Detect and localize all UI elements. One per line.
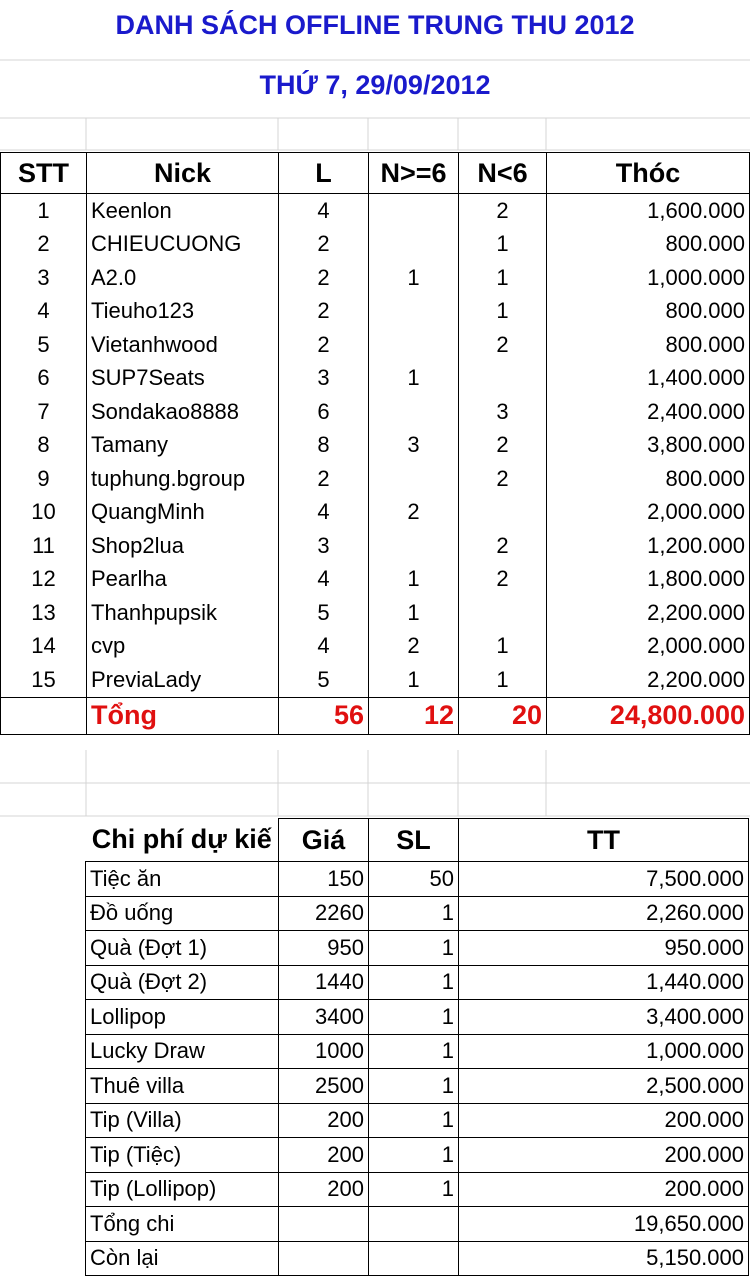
cell-tt: 950.000 [459, 931, 749, 966]
cell-stt: 2 [1, 228, 87, 262]
cell-stt: 11 [1, 529, 87, 563]
list-item [86, 1034, 749, 1069]
cell-tt: 1,440.000 [459, 965, 749, 1000]
cell-n-lt-6 [459, 596, 547, 630]
cell-tt: 2,500.000 [459, 1069, 749, 1104]
cell-tt: 3,400.000 [459, 1000, 749, 1035]
list-item [86, 1103, 749, 1138]
cell-tt: 7,500.000 [459, 862, 749, 897]
cell-stt: 1 [1, 194, 87, 228]
page-title: DANH SÁCH OFFLINE TRUNG THU 2012 [115, 10, 635, 40]
cell-nick: Tamany [87, 429, 279, 463]
col-header-chi-phi: Chi phí dự kiế [86, 819, 279, 862]
cell-gia: 150 [279, 862, 369, 897]
cell-l: 2 [279, 328, 369, 362]
table-row [1, 261, 750, 295]
cell-tt: 200.000 [459, 1172, 749, 1207]
list-item [86, 965, 749, 1000]
table-row [1, 663, 750, 697]
cell-nick: tuphung.bgroup [87, 462, 279, 496]
cell-sl [369, 1241, 459, 1276]
col-header-thoc: Thóc [547, 153, 750, 194]
cell-item: Thuê villa [86, 1069, 279, 1104]
cell-tt: 2,260.000 [459, 896, 749, 931]
cell-stt: 7 [1, 395, 87, 429]
cell-item: Quà (Đợt 2) [86, 965, 279, 1000]
table-row [1, 630, 750, 664]
cell-nick: Shop2lua [87, 529, 279, 563]
cell-nick: Pearlha [87, 563, 279, 597]
cell-n-ge-6: 2 [369, 630, 459, 664]
cell-n-ge-6 [369, 328, 459, 362]
table-row [1, 295, 750, 329]
col-header-sl: SL [369, 819, 459, 862]
list-item [86, 931, 749, 966]
cell-nick: Keenlon [87, 194, 279, 228]
cell-nick: Thanhpupsik [87, 596, 279, 630]
cell-item: Tip (Lollipop) [86, 1172, 279, 1207]
cell-n-ge-6: 1 [369, 596, 459, 630]
col-header-stt: STT [1, 153, 87, 194]
list-item [86, 896, 749, 931]
cell-item: Lucky Draw [86, 1034, 279, 1069]
cell-l: 3 [279, 529, 369, 563]
cell-l: 4 [279, 630, 369, 664]
cell-nick: cvp [87, 630, 279, 664]
cell-gia: 1440 [279, 965, 369, 1000]
cost-table [85, 818, 749, 1276]
cell-l: 6 [279, 395, 369, 429]
cell-l: 5 [279, 663, 369, 697]
cell-sl: 1 [369, 1000, 459, 1035]
cell-l: 2 [279, 261, 369, 295]
cell-n-lt-6: 1 [459, 295, 547, 329]
col-header-nick: Nick [87, 153, 279, 194]
cell-n-ge-6: 1 [369, 261, 459, 295]
table-row [1, 563, 750, 597]
cell-l: 2 [279, 295, 369, 329]
cell-l: 4 [279, 496, 369, 530]
cell-gia: 3400 [279, 1000, 369, 1035]
table-row [1, 529, 750, 563]
cell-n-ge-6 [369, 462, 459, 496]
cell-stt: 12 [1, 563, 87, 597]
cell-thoc: 1,400.000 [547, 362, 750, 396]
table-row [1, 596, 750, 630]
cell-thoc: 800.000 [547, 328, 750, 362]
cell-l: 3 [279, 362, 369, 396]
cell-l: 2 [279, 228, 369, 262]
cell-l: 5 [279, 596, 369, 630]
list-item [86, 1172, 749, 1207]
cell-n-lt-6: 2 [459, 563, 547, 597]
members-header-row [1, 153, 750, 194]
cell-n-ge-6 [369, 395, 459, 429]
cell-stt: 10 [1, 496, 87, 530]
cell-stt: 4 [1, 295, 87, 329]
cell-n-lt-6: 1 [459, 261, 547, 295]
col-header-n-lt-6: N<6 [459, 153, 547, 194]
cell-gia: 200 [279, 1103, 369, 1138]
cell-gia: 950 [279, 931, 369, 966]
col-header-gia: Giá [279, 819, 369, 862]
table-row [1, 462, 750, 496]
cell-thoc: 1,800.000 [547, 563, 750, 597]
cell-l: 8 [279, 429, 369, 463]
cell-n-ge-6 [369, 228, 459, 262]
members-table [0, 152, 750, 735]
cell-thoc: 1,000.000 [547, 261, 750, 295]
cell-thoc: 2,000.000 [547, 496, 750, 530]
cell-sl [369, 1207, 459, 1242]
table-row [1, 194, 750, 228]
table-row [1, 429, 750, 463]
cell-gia [279, 1241, 369, 1276]
cell-tt: 5,150.000 [459, 1241, 749, 1276]
cell-n-ge-6 [369, 529, 459, 563]
cell-thoc: 2,000.000 [547, 630, 750, 664]
cell-sl: 50 [369, 862, 459, 897]
list-item [86, 862, 749, 897]
cost-header-row [86, 819, 749, 862]
table-row [1, 362, 750, 396]
cell-tt: 19,650.000 [459, 1207, 749, 1242]
total-thoc: 24,800.000 [547, 697, 750, 734]
cell-tt: 200.000 [459, 1138, 749, 1173]
cell-stt: 5 [1, 328, 87, 362]
cell-item: Còn lại [86, 1241, 279, 1276]
total-n-lt-6: 20 [459, 697, 547, 734]
table-row [1, 328, 750, 362]
cell-n-ge-6: 1 [369, 362, 459, 396]
cell-stt: 8 [1, 429, 87, 463]
cell-sl: 1 [369, 1034, 459, 1069]
cell-stt: 3 [1, 261, 87, 295]
cell-n-ge-6: 1 [369, 563, 459, 597]
cell-gia: 200 [279, 1172, 369, 1207]
cell-n-ge-6: 3 [369, 429, 459, 463]
cell-gia: 200 [279, 1138, 369, 1173]
cell-n-lt-6: 2 [459, 462, 547, 496]
cell-l: 4 [279, 194, 369, 228]
cell-sl: 1 [369, 1172, 459, 1207]
cell-sl: 1 [369, 1138, 459, 1173]
cell-l: 4 [279, 563, 369, 597]
cell-n-ge-6 [369, 194, 459, 228]
cell-thoc: 800.000 [547, 462, 750, 496]
cell-n-lt-6: 2 [459, 429, 547, 463]
list-item [86, 1241, 749, 1276]
cell-sl: 1 [369, 931, 459, 966]
cell-thoc: 800.000 [547, 295, 750, 329]
cell-thoc: 2,200.000 [547, 596, 750, 630]
cell-sl: 1 [369, 1103, 459, 1138]
cell-gia [279, 1207, 369, 1242]
cell-n-lt-6: 1 [459, 228, 547, 262]
cell-sl: 1 [369, 896, 459, 931]
cell-nick: Sondakao8888 [87, 395, 279, 429]
cell-nick: Tieuho123 [87, 295, 279, 329]
col-header-n-ge-6: N>=6 [369, 153, 459, 194]
cell-item: Đồ uống [86, 896, 279, 931]
cell-tt: 1,000.000 [459, 1034, 749, 1069]
cell-stt: 9 [1, 462, 87, 496]
cell-stt: 14 [1, 630, 87, 664]
cell-thoc: 1,200.000 [547, 529, 750, 563]
cell-l: 2 [279, 462, 369, 496]
cell-n-lt-6: 1 [459, 663, 547, 697]
cell-item: Tip (Tiệc) [86, 1138, 279, 1173]
cell-item: Tiệc ăn [86, 862, 279, 897]
cell-nick: Vietanhwood [87, 328, 279, 362]
cell-nick: QuangMinh [87, 496, 279, 530]
cell-nick: PreviaLady [87, 663, 279, 697]
cell-n-lt-6: 3 [459, 395, 547, 429]
cell-n-lt-6: 2 [459, 328, 547, 362]
cell-total-empty [1, 697, 87, 734]
cell-item: Lollipop [86, 1000, 279, 1035]
cell-gia: 2260 [279, 896, 369, 931]
cell-nick: SUP7Seats [87, 362, 279, 396]
cell-thoc: 2,200.000 [547, 663, 750, 697]
cell-tt: 200.000 [459, 1103, 749, 1138]
cell-gia: 2500 [279, 1069, 369, 1104]
cell-sl: 1 [369, 965, 459, 1000]
col-header-tt: TT [459, 819, 749, 862]
page-subtitle: THỨ 7, 29/09/2012 [259, 70, 491, 100]
table-row [1, 395, 750, 429]
total-label: Tổng [87, 697, 279, 734]
cell-n-lt-6: 2 [459, 529, 547, 563]
cell-thoc: 1,600.000 [547, 194, 750, 228]
table-row [1, 228, 750, 262]
cell-nick: CHIEUCUONG [87, 228, 279, 262]
list-item [86, 1069, 749, 1104]
cell-sl: 1 [369, 1069, 459, 1104]
cell-n-lt-6: 2 [459, 194, 547, 228]
cell-stt: 15 [1, 663, 87, 697]
cell-n-ge-6: 1 [369, 663, 459, 697]
cell-thoc: 3,800.000 [547, 429, 750, 463]
total-row [1, 697, 750, 734]
list-item [86, 1000, 749, 1035]
cell-stt: 6 [1, 362, 87, 396]
cell-item: Quà (Đợt 1) [86, 931, 279, 966]
list-item [86, 1207, 749, 1242]
total-l: 56 [279, 697, 369, 734]
cell-n-ge-6: 2 [369, 496, 459, 530]
cell-item: Tip (Villa) [86, 1103, 279, 1138]
table-row [1, 496, 750, 530]
cell-n-ge-6 [369, 295, 459, 329]
list-item [86, 1138, 749, 1173]
col-header-l: L [279, 153, 369, 194]
cell-item: Tổng chi [86, 1207, 279, 1242]
cell-n-lt-6: 1 [459, 630, 547, 664]
cell-thoc: 800.000 [547, 228, 750, 262]
cell-n-lt-6 [459, 496, 547, 530]
cell-n-lt-6 [459, 362, 547, 396]
cell-nick: A2.0 [87, 261, 279, 295]
cell-stt: 13 [1, 596, 87, 630]
total-n-ge-6: 12 [369, 697, 459, 734]
cell-thoc: 2,400.000 [547, 395, 750, 429]
cell-gia: 1000 [279, 1034, 369, 1069]
